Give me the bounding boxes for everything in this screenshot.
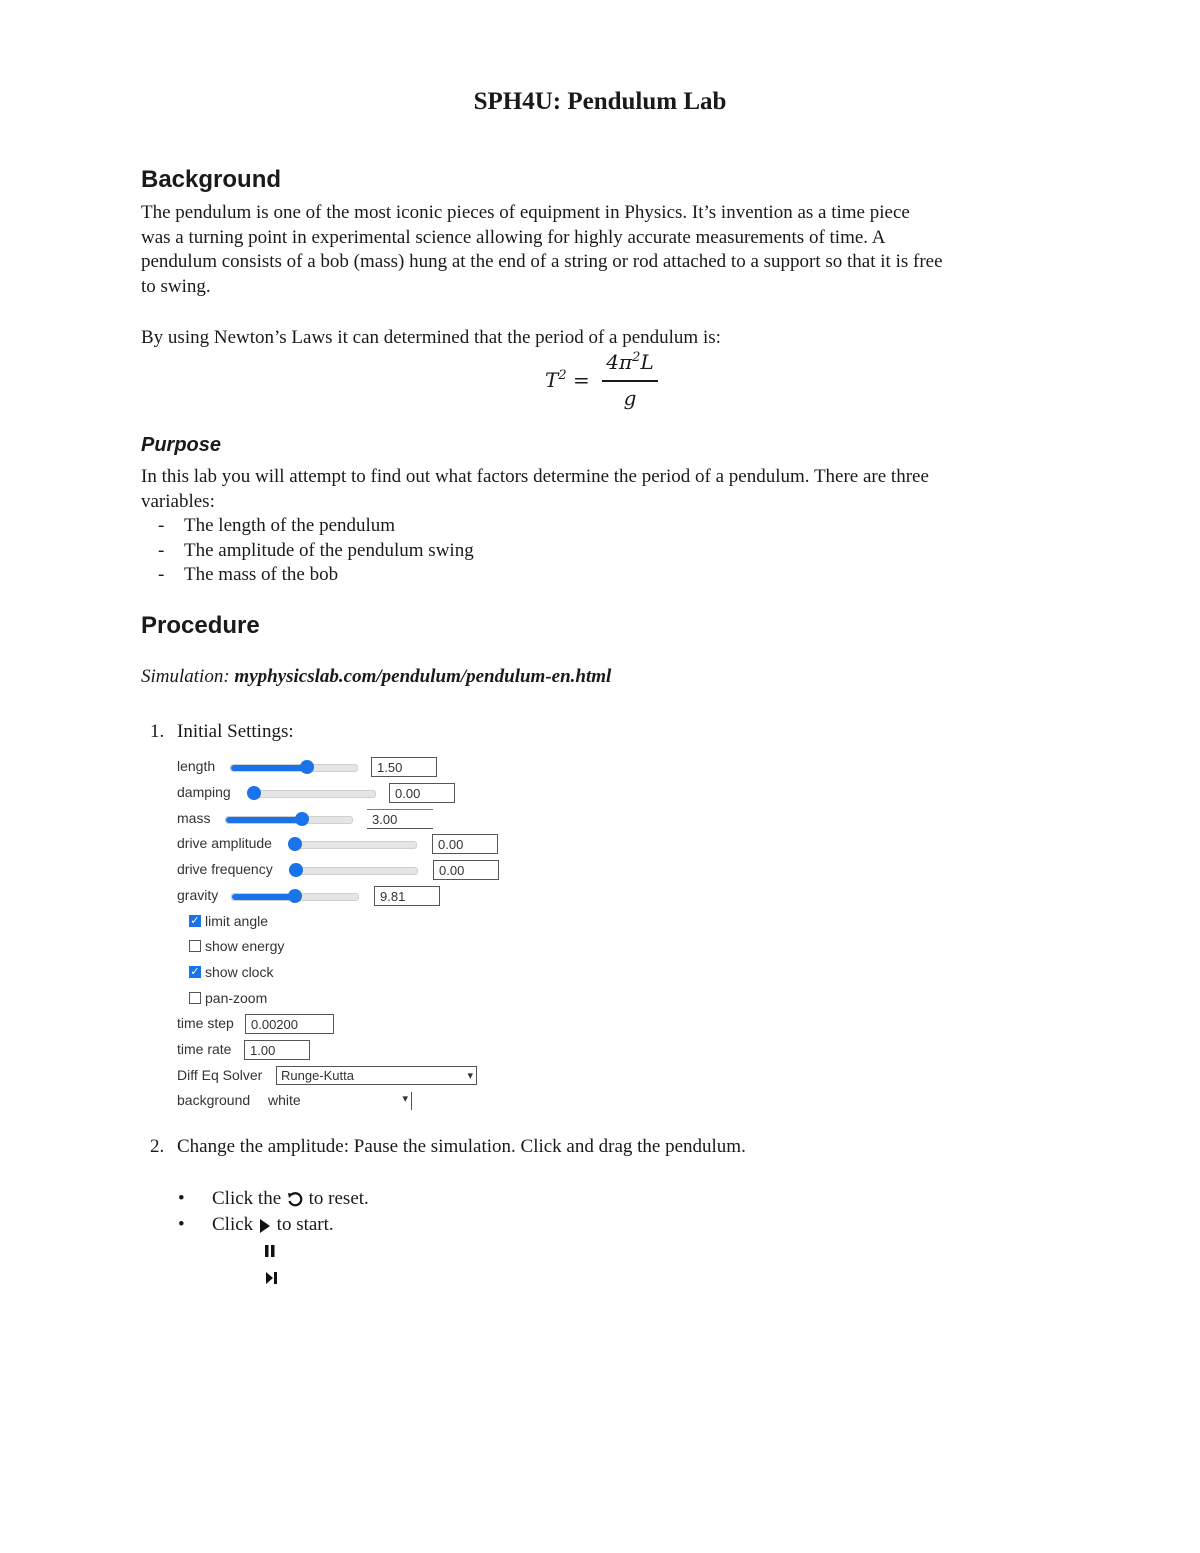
step-icon[interactable] bbox=[265, 1271, 278, 1285]
damping-slider[interactable] bbox=[248, 790, 376, 798]
checkbox-label: show clock bbox=[205, 964, 274, 980]
paragraph-line: In this lab you will attempt to find out what factors determine the period of a pendulum. There are three bbox=[141, 466, 929, 487]
reset-icon[interactable] bbox=[286, 1191, 304, 1209]
gravity-input[interactable]: 9.81 bbox=[374, 886, 440, 906]
purpose-heading: Purpose bbox=[141, 434, 222, 456]
pause-icon[interactable] bbox=[264, 1244, 276, 1258]
procedure-heading: Procedure bbox=[141, 612, 260, 639]
paragraph-line: pendulum consists of a bob (mass) hung at the end of a string or rod attached to a support so that it is free bbox=[141, 251, 943, 273]
simulation-link[interactable]: myphysicslab.com/pendulum/pendulum-en.html bbox=[234, 666, 612, 687]
pan-zoom-checkbox[interactable] bbox=[189, 992, 201, 1004]
slider-label-mass: mass bbox=[177, 810, 211, 826]
checkbox-label: show energy bbox=[205, 938, 285, 954]
solver-label: Diff Eq Solver bbox=[177, 1067, 263, 1083]
time-step-label: time step bbox=[177, 1015, 234, 1031]
newton-text: By using Newton’s Laws it can determined that the period of a pendulum is: bbox=[141, 327, 721, 348]
damping-input[interactable]: 0.00 bbox=[389, 783, 455, 803]
paragraph-line: was a turning point in experimental science allowing for highly accurate measurements of time. A bbox=[141, 226, 886, 248]
list-item: - The mass of the bob bbox=[158, 564, 339, 586]
solver-select[interactable]: Runge-Kutta ▾ bbox=[276, 1066, 477, 1085]
drive-frequency-slider[interactable] bbox=[290, 867, 418, 875]
limit-angle-checkbox[interactable]: ✓ bbox=[190, 915, 200, 927]
slider-label-length: length bbox=[177, 758, 216, 774]
slider-label-drive-amplitude: drive amplitude bbox=[177, 835, 272, 851]
paragraph-line: to swing. bbox=[141, 275, 211, 297]
step-2: 2. Change the amplitude: Pause the simulation. Click and drag the pendulum. bbox=[150, 1136, 746, 1157]
time-rate-label: time rate bbox=[177, 1041, 232, 1057]
formula-fraction bbox=[602, 350, 658, 410]
simulation-line bbox=[141, 666, 611, 688]
slider-knob[interactable] bbox=[295, 812, 309, 826]
checkbox-label: pan-zoom bbox=[205, 990, 268, 1006]
drive-amplitude-input[interactable]: 0.00 bbox=[432, 834, 498, 854]
drive-amplitude-slider[interactable] bbox=[289, 841, 417, 849]
list-item: - The length of the pendulum bbox=[158, 515, 396, 536]
background-paragraph bbox=[141, 201, 1056, 299]
length-input[interactable]: 1.50 bbox=[371, 757, 437, 777]
drive-frequency-input[interactable]: 0.00 bbox=[433, 860, 499, 880]
time-step-input[interactable]: 0.00200 bbox=[245, 1014, 334, 1034]
paragraph-line: The pendulum is one of the most iconic pieces of equipment in Physics. It’s invention as a time piece bbox=[141, 202, 910, 223]
variables-list bbox=[158, 514, 474, 588]
slider-knob[interactable] bbox=[300, 760, 314, 774]
length-slider[interactable] bbox=[230, 764, 358, 772]
purpose-paragraph bbox=[141, 465, 1056, 514]
chevron-down-icon: ▾ bbox=[402, 1093, 408, 1105]
slider-label-damping: damping bbox=[177, 784, 231, 800]
chevron-down-icon: ▾ bbox=[467, 1070, 473, 1082]
list-item: • Click to start. bbox=[178, 1214, 334, 1235]
step-1: 1. Initial Settings: bbox=[150, 721, 294, 742]
fraction-bar bbox=[602, 380, 658, 382]
slider-knob[interactable] bbox=[289, 863, 303, 877]
background-heading: Background bbox=[141, 166, 282, 193]
background-label: background bbox=[177, 1092, 251, 1108]
mass-input[interactable]: 3.00 bbox=[367, 809, 433, 829]
gravity-slider[interactable] bbox=[231, 893, 359, 901]
show-energy-checkbox[interactable] bbox=[189, 940, 201, 952]
time-rate-input[interactable]: 1.00 bbox=[244, 1040, 310, 1060]
list-item: • Click the to reset. bbox=[178, 1188, 369, 1209]
paragraph-line: variables: bbox=[141, 490, 215, 512]
slider-knob[interactable] bbox=[247, 786, 261, 800]
play-icon[interactable] bbox=[258, 1218, 272, 1234]
background-select[interactable]: white ▾ bbox=[268, 1092, 412, 1110]
simulation-label: Simulation: bbox=[141, 666, 235, 687]
slider-label-gravity: gravity bbox=[177, 887, 219, 903]
page-title: SPH4U: Pendulum Lab bbox=[473, 88, 727, 115]
show-clock-checkbox[interactable]: ✓ bbox=[190, 966, 200, 978]
mass-slider[interactable] bbox=[225, 816, 353, 824]
list-item: - The amplitude of the pendulum swing bbox=[158, 539, 474, 561]
slider-knob[interactable] bbox=[288, 837, 302, 851]
checkbox-label: limit angle bbox=[205, 913, 269, 929]
formula-lhs: $T^2$ = bbox=[545, 368, 590, 392]
slider-label-drive-frequency: drive frequency bbox=[177, 861, 273, 877]
formula-numerator: $4\pi^2L$ bbox=[606, 350, 654, 374]
formula-denominator: g bbox=[623, 385, 637, 410]
slider-knob[interactable] bbox=[288, 889, 302, 903]
